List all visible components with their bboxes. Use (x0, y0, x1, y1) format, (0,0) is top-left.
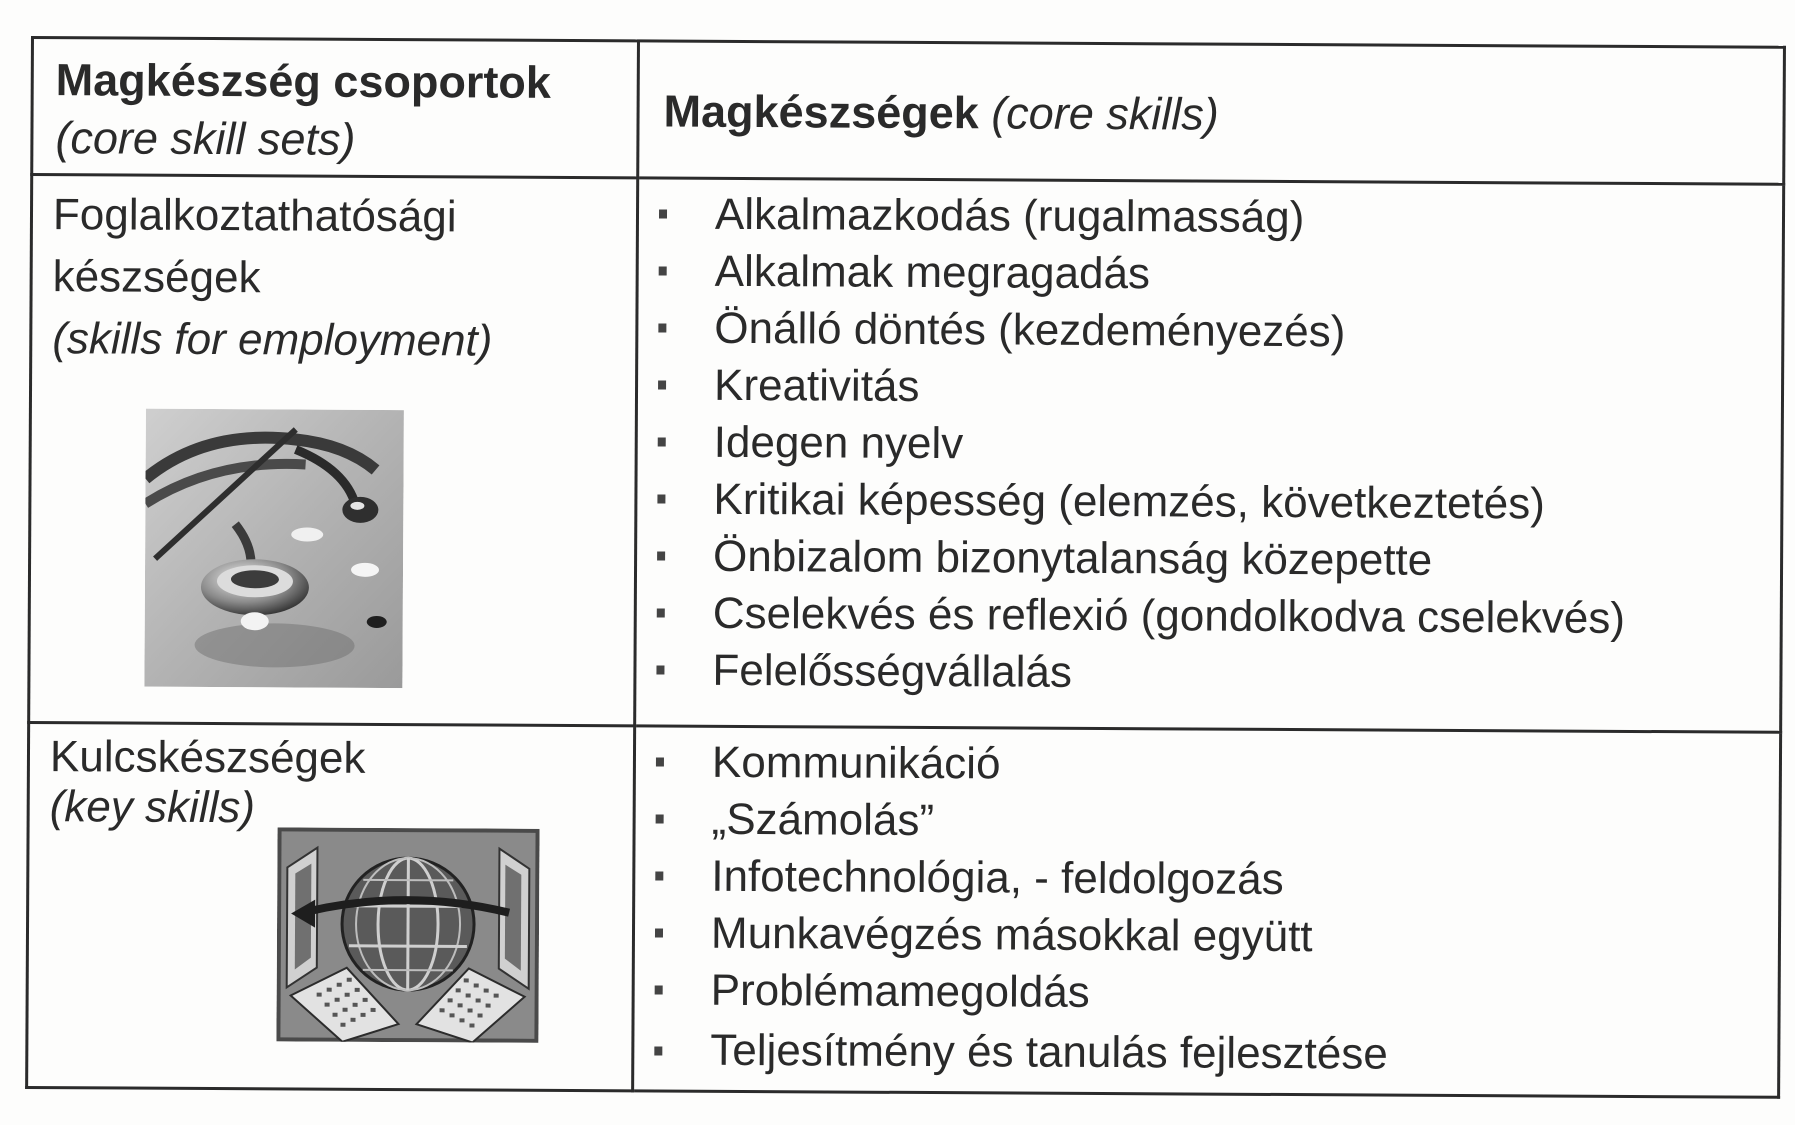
bullet-icon (659, 210, 667, 219)
table-row (27, 722, 1781, 1097)
table-header-row (32, 38, 1785, 185)
header-skill-sets-subtitle: (core skill sets) (55, 112, 356, 165)
skill-label: Cselekvés és reflexió (gondolkodva cselekvés) (712, 588, 1626, 643)
list-item (655, 904, 1778, 967)
skills-list-employment (636, 179, 1782, 704)
stethoscope-photo (144, 409, 404, 688)
list-item (658, 414, 1781, 477)
list-item (658, 357, 1781, 420)
bullet-icon (658, 438, 666, 447)
group-name-english: (key skills) (49, 782, 256, 833)
bullet-icon (656, 666, 664, 675)
header-cell-skills (638, 41, 1785, 184)
header-skills-title: Magkészségek (663, 85, 979, 139)
bullet-icon (655, 928, 663, 937)
skills-list-key (634, 727, 1779, 1088)
skill-label: Kommunikáció (711, 737, 1001, 788)
group-name-line2: készségek (52, 252, 261, 303)
skill-label: Kritikai képesség (elemzés, következtetés) (713, 474, 1546, 528)
header-cell-skill-sets (32, 38, 639, 178)
list-item (657, 471, 1780, 534)
list-item (659, 186, 1782, 249)
list-item (655, 791, 1778, 854)
skills-cell-employment (635, 178, 1784, 732)
skill-label: Önbizalom bizonytalanság közepette (712, 531, 1433, 585)
skill-label: Teljesítmény és tanulás fejlesztése (710, 1025, 1388, 1079)
list-item (658, 300, 1781, 363)
list-item (659, 243, 1782, 306)
bullet-icon (659, 267, 667, 276)
header-skills-subtitle: (core skills) (991, 87, 1219, 140)
list-item (655, 961, 1778, 1024)
skill-label: Önálló döntés (kezdeményezés) (714, 303, 1346, 356)
list-item (655, 848, 1778, 911)
bullet-icon (655, 985, 663, 994)
skill-label: Alkalmazkodás (rugalmasság) (714, 189, 1305, 242)
group-name-english: (skills for employment) (52, 314, 493, 366)
bullet-icon (657, 552, 665, 561)
list-item (656, 642, 1779, 705)
core-skills-table (25, 36, 1786, 1099)
skill-label: Infotechnológia, - feldolgozás (711, 851, 1284, 904)
skill-label: Munkavégzés másokkal együtt (710, 908, 1313, 961)
skill-label: Felelősségvállalás (712, 645, 1073, 697)
bullet-icon (655, 872, 663, 881)
skill-label: Kreativitás (713, 360, 920, 411)
group-cell-key-skills (27, 722, 635, 1090)
bullet-icon (654, 1046, 662, 1055)
skills-cell-key-skills (633, 726, 1781, 1097)
bullet-icon (657, 609, 665, 618)
list-item (654, 1018, 1777, 1088)
skill-label: Problémamegoldás (710, 965, 1090, 1017)
bullet-icon (658, 324, 666, 333)
bullet-icon (658, 381, 666, 390)
group-name-line1: Foglalkoztathatósági (52, 190, 457, 242)
list-item (656, 734, 1779, 797)
globe-computers-icon (276, 827, 539, 1042)
bullet-icon (656, 815, 664, 824)
skill-label: Idegen nyelv (713, 417, 964, 468)
bullet-icon (656, 758, 664, 767)
bullet-icon (657, 495, 665, 504)
skill-label: „Számolás” (711, 794, 935, 845)
header-skill-sets-title: Magkészség csoportok (55, 54, 552, 108)
skill-label: Alkalmak megragadás (714, 246, 1151, 298)
group-cell-employment (29, 175, 638, 726)
group-name-line1: Kulcskészségek (49, 732, 366, 783)
list-item (657, 528, 1780, 591)
list-item (657, 585, 1780, 648)
table-row (29, 175, 1784, 733)
